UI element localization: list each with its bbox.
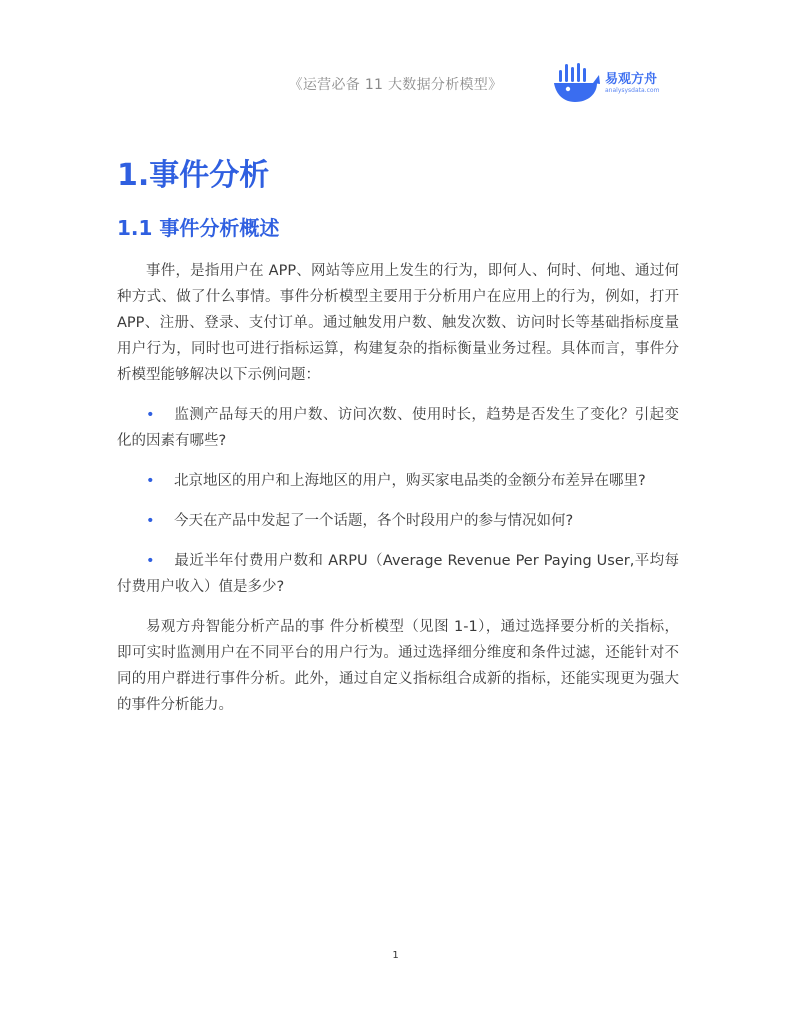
- brand-domain: analysysdata.com: [605, 87, 660, 94]
- bullet-text: 北京地区的用户和上海地区的用户，购买家电品类的金额分布差异在哪里?: [174, 473, 646, 489]
- whale-bars-logo-icon: [553, 62, 601, 104]
- bullet-item: [117, 402, 679, 454]
- bullet-item: [117, 468, 679, 494]
- bullet-icon: •: [146, 473, 155, 489]
- page-number: 1: [392, 950, 399, 961]
- document-header-title: 《运营必备 11 大数据分析模型》: [288, 77, 503, 93]
- closing-paragraph: 易观方舟智能分析产品的事 件分析模型（见图 1-1），通过选择要分析的关指标，即可实时监测用户在不同平台的用户行为。通过选择细分维度和条件过滤，还能针对不同的用户群进行事件分析。此外，通过自定义指标组合成新的指标，还能实现更为强大的事件分析能力。: [117, 619, 679, 713]
- bullet-text: 监测产品每天的用户数、访问次数、使用时长，趋势是否发生了变化？引起变化的因素有哪些?: [117, 407, 679, 449]
- bullet-item: [117, 508, 679, 534]
- bullet-text: 今天在产品中发起了一个话题，各个时段用户的参与情况如何?: [174, 513, 574, 529]
- brand-logo: [553, 62, 668, 104]
- bullet-icon: •: [146, 407, 155, 423]
- bullet-icon: •: [146, 513, 155, 529]
- bullet-item: [117, 548, 679, 600]
- section-title: 1.事件分析: [117, 158, 270, 193]
- bullet-icon: •: [146, 553, 155, 569]
- intro-paragraph: 事件，是指用户在 APP、网站等应用上发生的行为，即何人、何时、何地、通过何种方式、做了什么事情。事件分析模型主要用于分析用户在应用上的行为，例如，打开 APP、注册、登录、支付订单。通过触发用户数、触发次数、访问时长等基础指标度量用户行为，同时也可进行指标运算，构建复杂的指标衡量业务过程。具体而言，事件分析模型能够解决以下示例问题：: [117, 263, 679, 383]
- main-content: [117, 258, 679, 732]
- section-subtitle: 1.1 事件分析概述: [117, 216, 280, 240]
- brand-name: 易观方舟: [605, 72, 658, 87]
- bullet-text: 最近半年付费用户数和 ARPU（Average Revenue Per Paying User,平均每付费用户收入）值是多少?: [117, 553, 679, 595]
